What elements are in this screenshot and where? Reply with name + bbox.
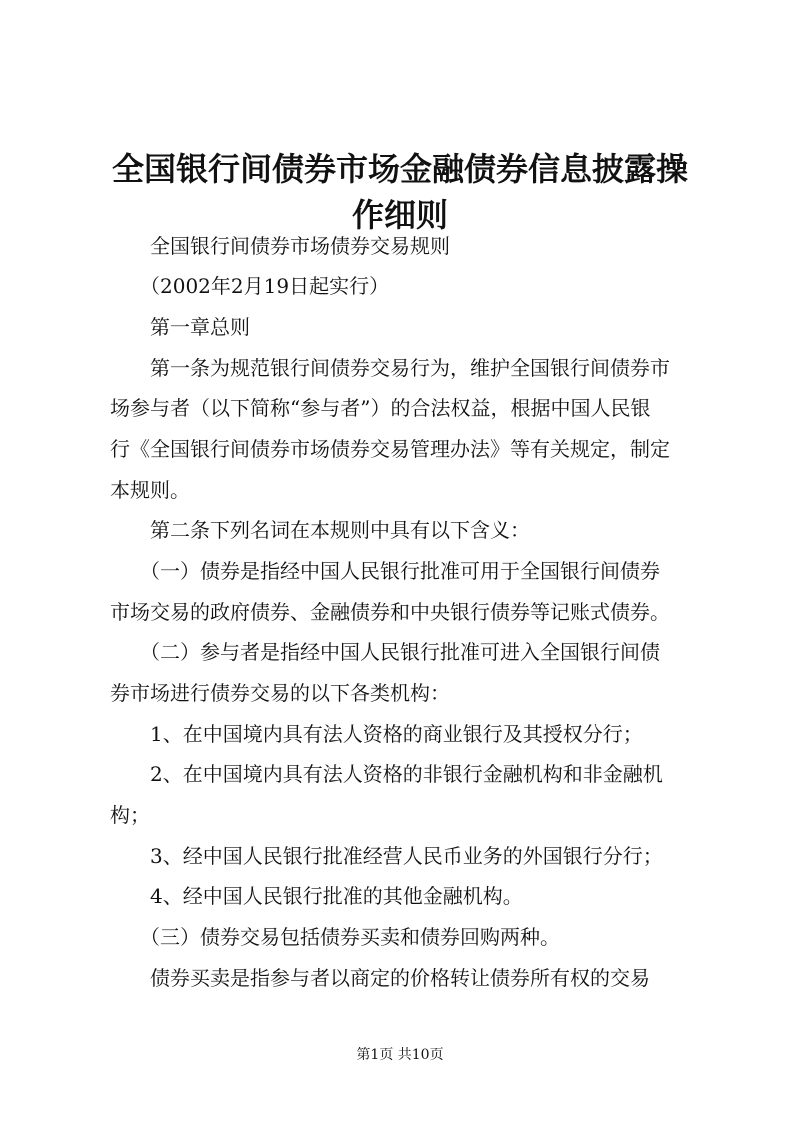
list-item: 4、经中国人民银行批准的其他金融机构。 bbox=[110, 884, 523, 908]
paragraph-line: （三）债券交易包括债券买卖和债券回购两种。 bbox=[110, 925, 560, 949]
list-item: 1、在中国境内具有法人资格的商业银行及其授权分行； bbox=[110, 722, 643, 746]
list-item: 3、经中国人民银行批准经营人民币业务的外国银行分行； bbox=[110, 844, 663, 868]
chapter-heading: 第一章总则 bbox=[110, 315, 250, 339]
effective-date: （2002年2月19日起实行） bbox=[110, 274, 390, 298]
page-number-footer: 第1页 共10页 bbox=[356, 1047, 444, 1063]
paragraph-line: 第二条下列名词在本规则中具有以下含义： bbox=[110, 518, 530, 542]
document-title: 全国银行间债券市场金融债券信息披露操作细则 bbox=[111, 150, 688, 234]
list-item: 2、在中国境内具有法人资格的非银行金融机构和非金融机 bbox=[110, 762, 663, 786]
paragraph-line: 债券买卖是指参与者以商定的价格转让债券所有权的交易 bbox=[110, 966, 650, 990]
list-item: 构； bbox=[110, 803, 150, 827]
paragraph-line: 行《全国银行间债券市场债券交易管理办法》等有关规定，制定 bbox=[110, 437, 670, 461]
paragraph-line: （一）债券是指经中国人民银行批准可用于全国银行间债券 bbox=[110, 559, 660, 583]
paragraph-line: 本规则。 bbox=[110, 478, 190, 502]
subtitle-rules-name: 全国银行间债券市场债券交易规则 bbox=[110, 234, 450, 258]
paragraph-line: 第一条为规范银行间债券交易行为，维护全国银行间债券市 bbox=[110, 356, 670, 380]
paragraph-line: 市场交易的政府债券、金融债券和中央银行债券等记账式债券。 bbox=[110, 600, 670, 624]
paragraph-line: 场参与者（以下简称“参与者”）的合法权益，根据中国人民银 bbox=[110, 396, 651, 420]
paragraph-line: 券市场进行债券交易的以下各类机构： bbox=[110, 681, 450, 705]
paragraph-line: （二）参与者是指经中国人民银行批准可进入全国银行间债 bbox=[110, 640, 660, 664]
